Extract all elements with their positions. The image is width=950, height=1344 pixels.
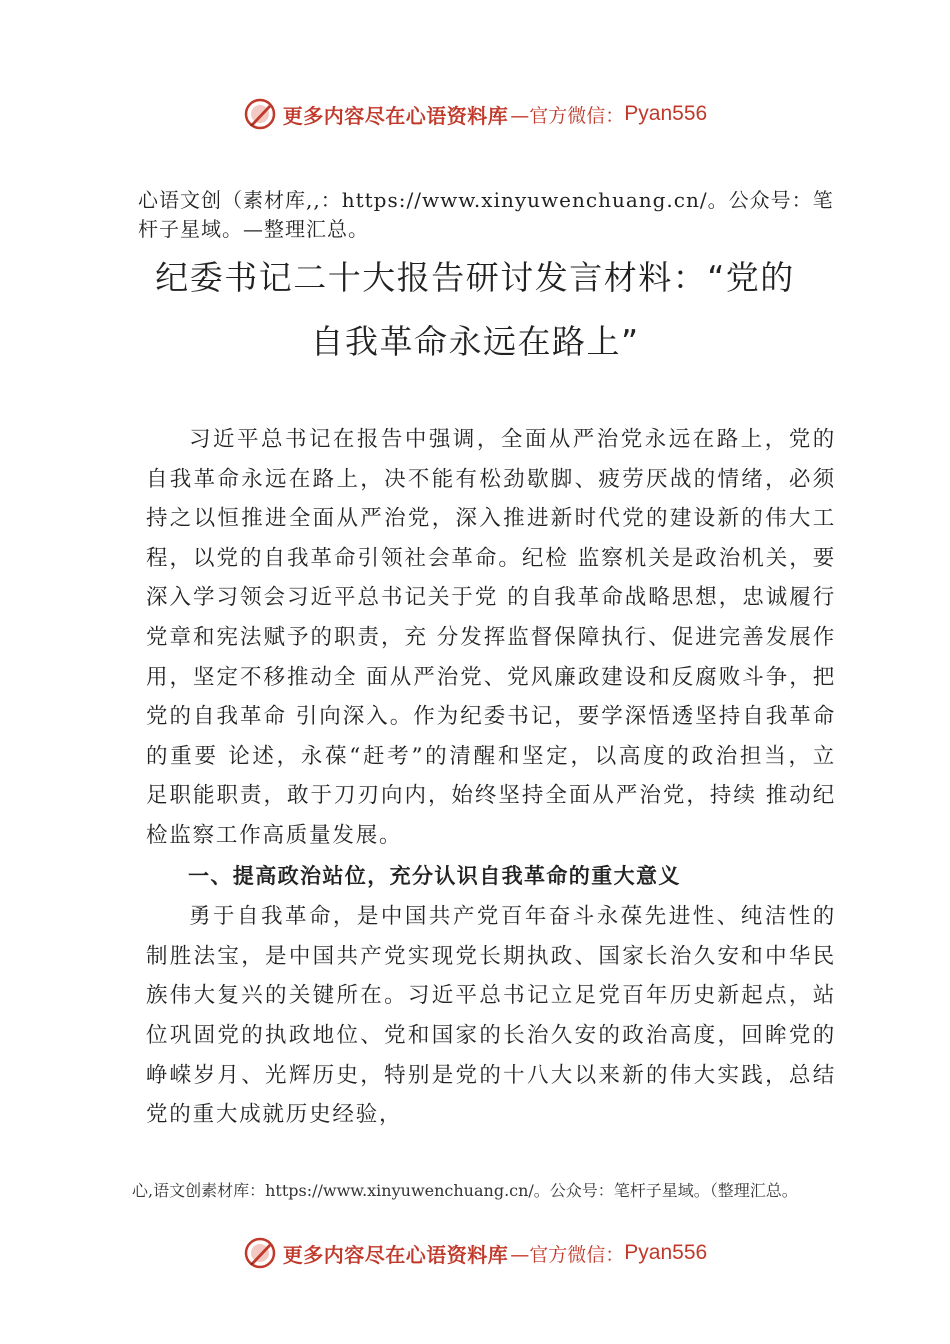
banner-brand-text: 更多内容尽在心语资料库	[282, 103, 509, 128]
pen-circle-logo-icon	[243, 1236, 277, 1270]
top-banner	[0, 92, 950, 136]
bottom-banner	[0, 1231, 950, 1275]
source-note: 心语文创（素材库,,：https://www.xinyuwenchuang.cn/。公众号：笔杆子星域。—整理汇总。	[138, 188, 834, 241]
document-title-line-1: 纪委书记二十大报告研讨发言材料：“党的	[155, 258, 795, 297]
document-body	[146, 420, 836, 1135]
document-title-line-2: 自我革命永远在路上”	[310, 322, 640, 361]
banner-wechat-id: Pyan556	[624, 1241, 708, 1264]
paragraph-section-1: 勇于自我革命，是中国共产党百年奋斗永葆先进性、纯洁性的制胜法宝，是中国共产党实现党长期执政、国家长治久安和中华民族伟大复兴的关键所在。习近平总书记立足党百年历史新起点，站位巩固党的执政地位、党和国家的长治久安的政治高度，回眸党的峥嵘岁月、光辉历史，特别是党的十八大以来新的伟大实践，总结党的重大成就历史经验，	[146, 904, 836, 1128]
banner-wechat-label: —官方微信：	[510, 1243, 625, 1266]
banner-wechat-id: Pyan556	[624, 102, 708, 125]
section-heading-1: 一、提高政治站位，充分认识自我革命的重大意义	[188, 863, 681, 888]
banner-wechat-label: —官方微信：	[510, 104, 625, 127]
banner-brand-text: 更多内容尽在心语资料库	[282, 1242, 509, 1267]
pen-circle-logo-icon	[243, 97, 277, 131]
document-title	[100, 246, 850, 374]
footer-note: 心,语文创素材库：https://www.xinyuwenchuang.cn/。公众号：笔杆子星域。（整理汇总。	[132, 1181, 798, 1200]
paragraph-intro: 习近平总书记在报告中强调，全面从严治党永远在路上，党的自我革命永远在路上，决不能有松劲歇脚、疲劳厌战的情绪，必须持之以恒推进全面从严治党，深入推进新时代党的建设新的伟大工程，以党的自我革命引领社会革命。纪检 监察机关是政治机关，要深入学习领会习近平总书记关于党 的自我革命战略思想，忠诚履行党章和宪法赋予的职责，充 分发挥监督保障执行、促进完善发展作用，坚定不移推动全 面从严治党、党风廉政建设和反腐败斗争，把党的自我革命 引向深入。作为纪委书记，要学深悟透坚持自我革命的重要 论述，永葆“赶考”的清醒和坚定，以高度的政治担当，立 足职能职责，敢于刀刃向内，始终坚持全面从严治党，持续 推动纪检监察工作高质量发展。	[146, 427, 836, 848]
